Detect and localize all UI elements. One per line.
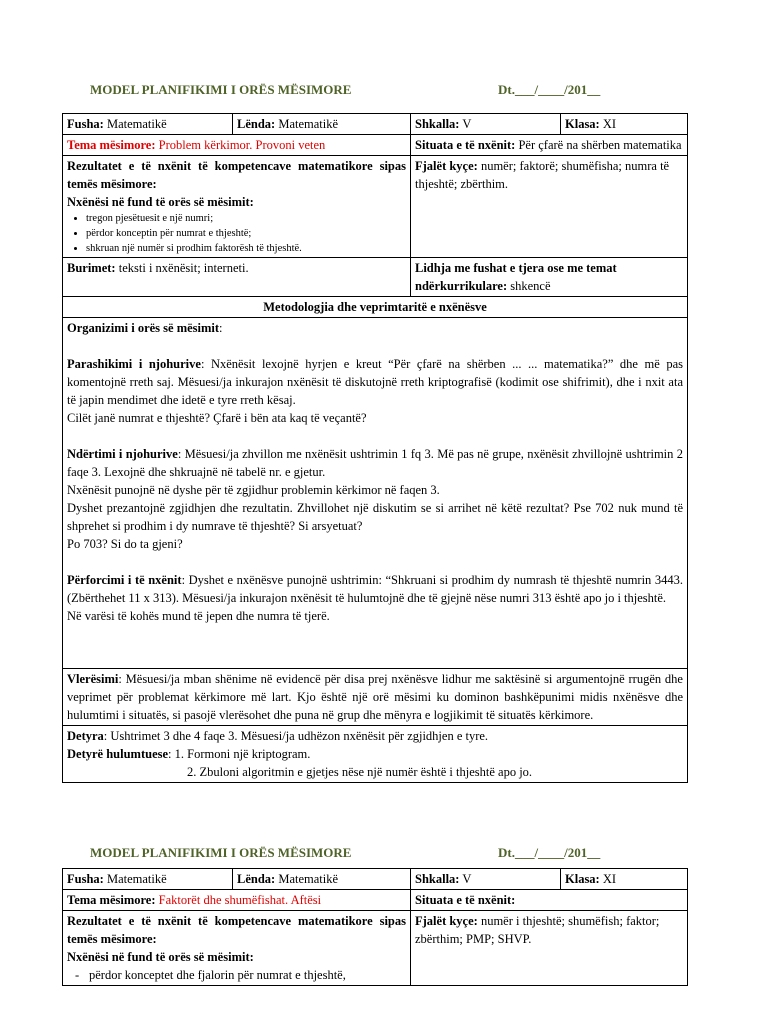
- list-item: • tregon pjesëtuesit e një numri;: [86, 211, 406, 226]
- activities-cell: [63, 318, 688, 669]
- fusha-cell: Fusha: Matematikë: [63, 869, 233, 890]
- klasa-cell: Klasa: XI: [561, 869, 688, 890]
- ndertimi-line: Po 703? Si do ta gjeni?: [67, 537, 183, 551]
- plan1-table: [62, 113, 688, 783]
- rezultatet-label: Rezultatet e të nxënit të kompetencave matematikore sipas temës mësimore:: [67, 159, 406, 191]
- rezultatet-label: Rezultatet e të nxënit të kompetencave matematikore sipas temës mësimore:: [67, 914, 406, 946]
- perforcimi-line: Në varësi të kohës mund të jepen dhe numra të tjerë.: [67, 609, 330, 623]
- fusha-cell: Fusha: Matematikë: [63, 114, 233, 135]
- list-item: • shkruan një numër si prodhim faktorësh të thjeshtë.: [86, 241, 406, 256]
- plan1-title: MODEL PLANIFIKIMI I ORËS MËSIMORE: [90, 82, 352, 97]
- situata-cell: Situata e të nxënit:: [411, 890, 688, 911]
- lenda-cell: Lënda: Matematikë: [233, 869, 411, 890]
- organizimi: Organizimi i orës së mësimit:: [67, 321, 223, 335]
- list-item: - përdor konceptet dhe fjalorin për numrat e thjeshtë,: [89, 966, 406, 984]
- fjalet-cell: Fjalët kyçe: numër i thjeshtë; shumëfish; faktor; zbërthim; PMP; SHVP.: [411, 911, 688, 986]
- rezultatet-cell: [63, 156, 411, 258]
- tema-cell: Tema mësimore: Problem kërkimor. Provoni veten: [63, 135, 411, 156]
- lenda-cell: Lënda: Matematikë: [233, 114, 411, 135]
- rezultatet-cell: [63, 911, 411, 986]
- plan2-table: [62, 868, 688, 986]
- metodologjia-heading: Metodologjia dhe veprimtaritë e nxënësve: [63, 297, 688, 318]
- perforcimi: Përforcimi i të nxënit: Dyshet e nxënësve punojnë ushtrimin: “Shkruani si prodhim dy numrash të thjeshtë numrin 3443. (Zbërthehet 11 x 313). Mësuesi/ja inkurajon nxënësit të hulumtojnë dhe të gjejnë nëse numri 313 është apo jo i thjeshtë.: [67, 573, 683, 605]
- detyra: Detyra: Ushtrimet 3 dhe 4 faqe 3. Mësuesi/ja udhëzon nxënësit për zgjidhjen e tyre.: [67, 729, 489, 743]
- shkalla-cell: Shkalla: V: [411, 869, 561, 890]
- plan2-date: Dt.___/____/201__: [498, 845, 601, 860]
- lidhja-cell: Lidhja me fushat e tjera ose me temat ndërkurrikulare: shkencë: [411, 258, 688, 297]
- ndertimi-line: Dyshet prezantojnë zgjidhjen dhe rezultatin. Zhvillohet një diskutim se si arrihet në këtë rezultat? Pse 702 nuk mund të shprehet si prodhim i dy numrave të thjeshtë? Si arsyetuat?: [67, 501, 683, 533]
- detyre-hulumtuese: Detyrë hulumtuese: 1. Formoni një kriptogram.: [67, 747, 311, 761]
- plan2-title: MODEL PLANIFIKIMI I ORËS MËSIMORE: [90, 845, 352, 860]
- plan1-date: Dt.___/____/201__: [498, 82, 601, 97]
- plan1-header: [90, 82, 650, 98]
- vleresimi-cell: Vlerësimi: Mësuesi/ja mban shënime në evidencë për disa prej nxënësve lidhur me saktësinë si argumentojnë rrugën dhe veprimet për problemat kërkimore më lart. Kjo është një orë mësimi ku dominon bashkëpunimi midis nxënësve dhe hulumtimi i situatës, si pasojë vlerësohet dhe puna në grup dhe mënyra e logjikimit të situatës kërkimore.: [63, 669, 688, 726]
- nxenesi-label: Nxënësi në fund të orës së mësimit:: [67, 195, 254, 209]
- burimet-cell: Burimet: teksti i nxënësit; interneti.: [63, 258, 411, 297]
- outcomes-list: [67, 211, 406, 256]
- tema-cell: Tema mësimore: Faktorët dhe shumëfishat. Aftësi: [63, 890, 411, 911]
- list-item: • përdor konceptin për numrat e thjeshtë;: [86, 226, 406, 241]
- fjalet-cell: Fjalët kyçe: numër; faktorë; shumëfisha; numra të thjeshtë; zbërthim.: [411, 156, 688, 258]
- nxenesi-label: Nxënësi në fund të orës së mësimit:: [67, 950, 254, 964]
- detyre-hulumtuese-2: 2. Zbuloni algoritmin e gjetjes nëse një numër është i thjeshtë apo jo.: [187, 765, 533, 779]
- ndertimi: Ndërtimi i njohurive: Mësuesi/ja zhvillon me nxënësit ushtrimin 1 fq 3. Më pas në grupe, nxënësit zhvillojnë ushtrimin 2 faqe 3. Lexojnë dhe shkruajnë në tabelë nr. e gjetur.: [67, 447, 683, 479]
- outcomes-list: [67, 966, 406, 984]
- plan2-header: [90, 845, 650, 861]
- situata-cell: Situata e të nxënit: Për çfarë na shërben matematika: [411, 135, 688, 156]
- detyra-cell: [63, 726, 688, 783]
- parashikimi-question: Cilët janë numrat e thjeshtë? Çfarë i bën ata kaq të veçantë?: [67, 411, 367, 425]
- klasa-cell: Klasa: XI: [561, 114, 688, 135]
- parashikimi: Parashikimi i njohurive: Nxënësit lexojnë hyrjen e kreut “Për çfarë na shërben ... ... matematika?” dhe më pas komentojnë rreth saj. Mësuesi/ja inkurajon nxënësit të diskutojnë rreth kriptografisë (kodimit ose shifrimit), dhe i nxit ata të japin mendimet dhe idetë e tyre rreth kësaj.: [67, 357, 683, 407]
- shkalla-cell: Shkalla: V: [411, 114, 561, 135]
- ndertimi-line: Nxënësit punojnë në dyshe për të zgjidhur problemin kërkimor në faqen 3.: [67, 483, 440, 497]
